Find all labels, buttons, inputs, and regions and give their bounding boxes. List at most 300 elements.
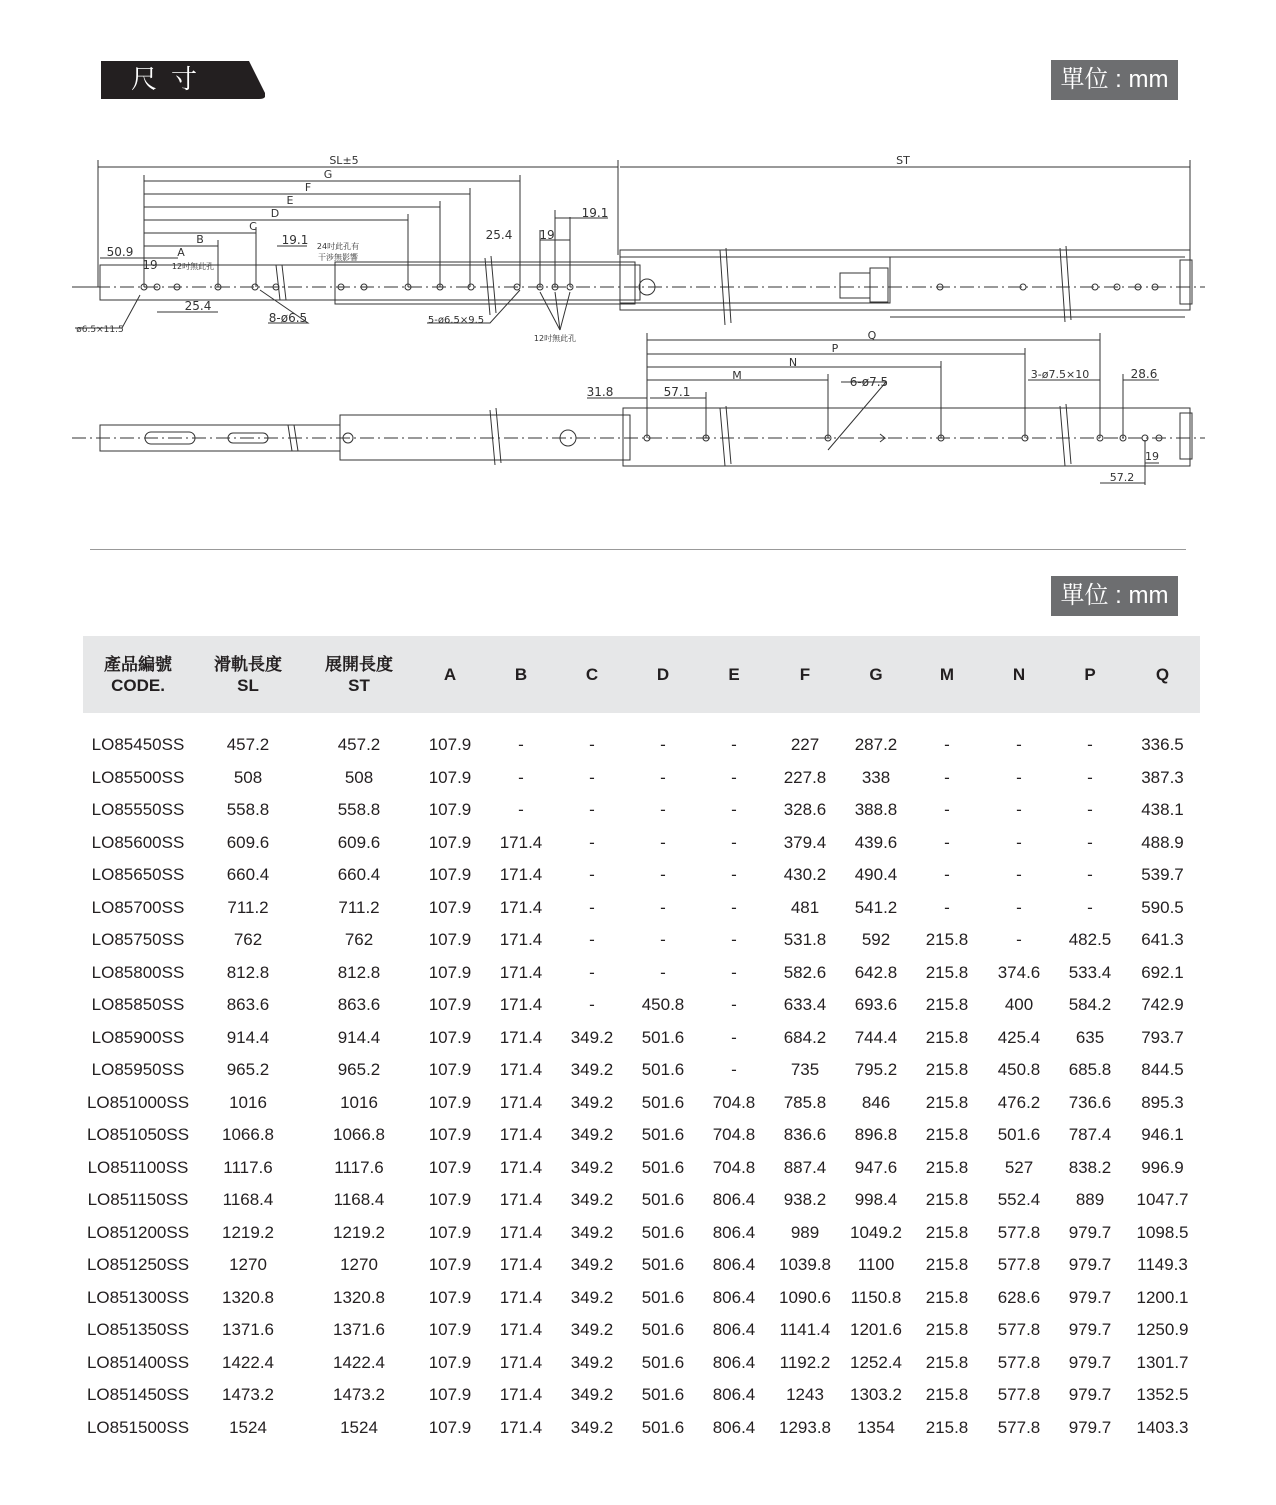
table-cell: 704.8 <box>712 1157 756 1177</box>
table-cell: 1117.6 <box>223 1157 273 1177</box>
table-cell: 107.9 <box>428 1255 472 1275</box>
table-row <box>83 924 1200 957</box>
table-cell: - <box>1087 767 1093 787</box>
table-cell: 501.6 <box>641 1027 685 1047</box>
product-code-cell: LO85500SS <box>91 767 185 787</box>
column-header-label: P <box>1084 665 1096 684</box>
product-code-cell: LO85850SS <box>91 995 185 1015</box>
table-cell: 979.7 <box>1068 1385 1112 1405</box>
table-row <box>83 1379 1200 1412</box>
table-cell: - <box>589 865 595 885</box>
dim-19-1-a: 19.1 <box>281 233 309 247</box>
table-cell: 501.6 <box>641 1287 685 1307</box>
column-header <box>193 636 303 713</box>
table-cell: 692.1 <box>1141 962 1184 982</box>
table-cell: 488.9 <box>1141 832 1184 852</box>
table-row <box>83 1249 1200 1282</box>
dim-SL: SL±5 <box>329 154 359 167</box>
table-cell: 501.6 <box>641 1255 685 1275</box>
table-cell: 501.6 <box>641 1157 685 1177</box>
table-row <box>83 762 1200 795</box>
table-cell: 795.2 <box>854 1060 898 1080</box>
table-cell: 171.4 <box>499 832 543 852</box>
table-cell: 762 <box>233 930 263 950</box>
table-cell: 501.6 <box>641 1190 685 1210</box>
table-cell: 215.8 <box>925 1385 969 1405</box>
table-cell: 558.8 <box>337 800 381 820</box>
table-cell: - <box>660 735 666 755</box>
table-cell: - <box>660 865 666 885</box>
table-cell: 642.8 <box>854 962 898 982</box>
table-cell: 1524 <box>229 1417 267 1437</box>
column-header <box>303 636 415 713</box>
table-cell: 1352.5 <box>1136 1385 1189 1405</box>
product-code-cell: LO851100SS <box>87 1157 189 1177</box>
dim-19-b: 19 <box>539 228 555 242</box>
dim-G: G <box>323 168 333 181</box>
table-cell: 450.8 <box>997 1060 1041 1080</box>
table-cell: 215.8 <box>925 1027 969 1047</box>
table-cell: 711.2 <box>338 897 380 917</box>
table-cell: - <box>731 995 737 1015</box>
dim-C: C <box>249 220 257 233</box>
table-cell: 1049.2 <box>850 1222 902 1242</box>
table-cell: 996.9 <box>1141 1157 1184 1177</box>
product-code-cell: LO851000SS <box>86 1092 190 1112</box>
table-cell: 171.4 <box>499 1092 543 1112</box>
table-cell: 979.7 <box>1068 1417 1112 1437</box>
table-cell: 979.7 <box>1068 1222 1112 1242</box>
table-cell: 107.9 <box>428 1320 472 1340</box>
dim-F: F <box>304 181 312 194</box>
table-cell: 349.2 <box>570 1417 614 1437</box>
table-cell: 107.9 <box>428 832 472 852</box>
table-row <box>83 1152 1200 1185</box>
column-header-label: 展開長度 <box>325 654 393 674</box>
table-cell: - <box>1087 800 1093 820</box>
table-cell: 806.4 <box>712 1320 756 1340</box>
column-header <box>557 636 627 713</box>
table-cell: 1066.8 <box>222 1125 274 1145</box>
table-cell: 107.9 <box>428 962 472 982</box>
table-cell: 171.4 <box>499 995 543 1015</box>
table-cell: 501.6 <box>641 1060 685 1080</box>
table-cell: 107.9 <box>428 1417 472 1437</box>
table-cell: 1168.4 <box>333 1190 385 1210</box>
table-cell: 215.8 <box>925 1125 969 1145</box>
table-cell: 1150.8 <box>850 1287 902 1307</box>
table-cell: 171.4 <box>499 1320 543 1340</box>
table-row <box>83 1282 1200 1315</box>
table-cell: - <box>944 897 950 917</box>
product-code-cell: LO85600SS <box>91 832 185 852</box>
table-cell: 438.1 <box>1141 800 1184 820</box>
table-cell: - <box>589 832 595 852</box>
table-cell: 501.6 <box>641 1222 685 1242</box>
column-header <box>415 636 485 713</box>
table-cell: 171.4 <box>499 1287 543 1307</box>
product-code-cell: LO85550SS <box>91 800 185 820</box>
table-cell: 895.3 <box>1141 1092 1184 1112</box>
unit-badge-drawing: 單位 : mm <box>1051 60 1178 100</box>
table-cell: 844.5 <box>1141 1060 1184 1080</box>
table-cell: 349.2 <box>570 1027 614 1047</box>
dim-19-1-b: 19.1 <box>581 206 609 220</box>
table-cell: - <box>589 800 595 820</box>
product-code-cell: LO85700SS <box>91 897 185 917</box>
table-cell: 965.2 <box>337 1060 381 1080</box>
table-cell: - <box>1016 930 1022 950</box>
table-cell: 501.6 <box>641 1417 685 1437</box>
table-cell: 171.4 <box>499 1190 543 1210</box>
table-cell: 527 <box>1004 1157 1034 1177</box>
table-cell: 215.8 <box>925 1060 969 1080</box>
table-cell: 1270 <box>229 1255 267 1275</box>
table-cell: - <box>660 832 666 852</box>
table-cell: 349.2 <box>570 1287 614 1307</box>
table-cell: 965.2 <box>226 1060 270 1080</box>
table-cell: 735 <box>790 1060 820 1080</box>
dim-Q: Q <box>867 329 877 342</box>
dim-19-c: 19 <box>1145 450 1159 463</box>
table-cell: 1403.3 <box>1136 1417 1189 1437</box>
table-cell: 425.4 <box>997 1027 1041 1047</box>
table-cell: 107.9 <box>428 995 472 1015</box>
table-cell: 349.2 <box>570 1125 614 1145</box>
table-cell: 1473.2 <box>333 1385 385 1405</box>
table-cell: 387.3 <box>1141 767 1184 787</box>
column-header <box>83 636 193 713</box>
table-cell: - <box>589 930 595 950</box>
section-title: 尺寸 <box>131 65 212 95</box>
table-cell: - <box>660 897 666 917</box>
table-row <box>83 989 1200 1022</box>
hole-spec-4: 3-ø7.5×10 <box>1030 368 1090 381</box>
table-cell: 1354 <box>857 1417 895 1437</box>
table-cell: 171.4 <box>499 865 543 885</box>
table-cell: 806.4 <box>712 1190 756 1210</box>
dim-57-1: 57.1 <box>663 385 691 399</box>
table-cell: 171.4 <box>499 1125 543 1145</box>
table-cell: 1250.9 <box>1136 1320 1189 1340</box>
table-cell: 711.2 <box>227 897 269 917</box>
column-header-label: D <box>656 665 670 684</box>
dim-ST: ST <box>896 154 910 167</box>
table-cell: 641.3 <box>1141 930 1184 950</box>
table-cell: 539.7 <box>1141 865 1184 885</box>
table-cell: 107.9 <box>428 735 472 755</box>
table-cell: 938.2 <box>783 1190 827 1210</box>
table-row <box>83 1119 1200 1152</box>
table-cell: 1200.1 <box>1136 1287 1189 1307</box>
table-cell: 785.8 <box>783 1092 827 1112</box>
dim-N: N <box>788 356 798 369</box>
table-cell: 1016 <box>229 1092 267 1112</box>
column-header <box>485 636 557 713</box>
table-cell: 349.2 <box>570 1092 614 1112</box>
table-cell: - <box>589 897 595 917</box>
unit-badge-table: 單位 : mm <box>1051 576 1178 616</box>
table-cell: - <box>731 800 737 820</box>
table-cell: 1039.8 <box>779 1255 831 1275</box>
table-cell: 107.9 <box>428 800 472 820</box>
hole-spec-2: 8-ø6.5 <box>268 311 308 325</box>
table-cell: 349.2 <box>570 1222 614 1242</box>
table-cell: 1371.6 <box>222 1320 274 1340</box>
table-cell: - <box>518 735 524 755</box>
table-cell: 1016 <box>340 1092 378 1112</box>
column-header <box>627 636 699 713</box>
table-cell: 1090.6 <box>779 1287 831 1307</box>
product-code-cell: LO85950SS <box>91 1060 185 1080</box>
dim-A: A <box>177 246 185 259</box>
table-cell: 1303.2 <box>850 1385 902 1405</box>
column-header <box>699 636 769 713</box>
table-cell: 450.8 <box>641 995 685 1015</box>
table-cell: - <box>589 995 595 1015</box>
hole-spec-5: 6-ø7.5 <box>849 375 889 389</box>
table-cell: 812.8 <box>226 962 270 982</box>
table-cell: 107.9 <box>428 1157 472 1177</box>
table-cell: 481 <box>790 897 820 917</box>
table-cell: - <box>1016 865 1022 885</box>
dim-25-4-a: 25.4 <box>485 228 513 242</box>
table-cell: 979.7 <box>1068 1352 1112 1372</box>
table-cell: 914.4 <box>337 1027 381 1047</box>
column-header <box>841 636 911 713</box>
table-cell: 171.4 <box>499 1255 543 1275</box>
table-cell: - <box>731 1060 737 1080</box>
table-cell: 577.8 <box>997 1417 1041 1437</box>
table-cell: 736.6 <box>1068 1092 1112 1112</box>
table-cell: 171.4 <box>499 1352 543 1372</box>
table-row <box>83 1054 1200 1087</box>
table-row <box>83 1412 1200 1445</box>
table-cell: 107.9 <box>428 1125 472 1145</box>
table-cell: - <box>731 832 737 852</box>
table-cell: 215.8 <box>925 930 969 950</box>
table-cell: - <box>944 767 950 787</box>
table-cell: 171.4 <box>499 962 543 982</box>
table-cell: 171.4 <box>499 1060 543 1080</box>
table-cell: 590.5 <box>1141 897 1184 917</box>
table-cell: 107.9 <box>428 1352 472 1372</box>
column-header <box>1055 636 1125 713</box>
table-cell: - <box>1016 800 1022 820</box>
table-cell: 558.8 <box>226 800 270 820</box>
table-cell: 171.4 <box>499 897 543 917</box>
column-header-label: 滑軌長度 <box>214 654 282 674</box>
table-cell: 215.8 <box>925 1417 969 1437</box>
table-cell: - <box>660 767 666 787</box>
hole-spec-1: ø6.5×11.5 <box>76 325 124 335</box>
product-code-cell: LO85800SS <box>91 962 185 982</box>
table-cell: 349.2 <box>570 1190 614 1210</box>
table-cell: 1066.8 <box>333 1125 385 1145</box>
table-cell: 171.4 <box>499 1027 543 1047</box>
table-cell: 887.4 <box>783 1157 827 1177</box>
table-cell: 533.4 <box>1068 962 1112 982</box>
product-code-cell: LO851300SS <box>86 1287 190 1307</box>
table-cell: 501.6 <box>641 1320 685 1340</box>
table-cell: 609.6 <box>337 832 381 852</box>
table-cell: 501.6 <box>641 1092 685 1112</box>
table-cell: 107.9 <box>428 1287 472 1307</box>
table-cell: 1293.8 <box>779 1417 831 1437</box>
product-code-cell: LO85900SS <box>91 1027 185 1047</box>
table-cell: 684.2 <box>783 1027 827 1047</box>
table-cell: 107.9 <box>428 767 472 787</box>
table-cell: 107.9 <box>428 865 472 885</box>
table-cell: - <box>518 767 524 787</box>
column-header <box>911 636 983 713</box>
dim-M: M <box>732 369 742 382</box>
table-cell: 215.8 <box>925 1352 969 1372</box>
table-cell: 1219.2 <box>222 1222 274 1242</box>
table-cell: 592 <box>861 930 891 950</box>
product-code-cell: LO85450SS <box>91 735 185 755</box>
table-cell: 577.8 <box>997 1352 1041 1372</box>
table-cell: 107.9 <box>428 1190 472 1210</box>
column-header-label: A <box>443 665 457 684</box>
table-cell: 215.8 <box>925 995 969 1015</box>
table-cell: 863.6 <box>337 995 381 1015</box>
table-cell: 349.2 <box>570 1385 614 1405</box>
table-body <box>83 729 1200 1444</box>
dim-E: E <box>286 194 294 207</box>
table-cell: 1473.2 <box>222 1385 274 1405</box>
table-row <box>83 1087 1200 1120</box>
table-cell: 336.5 <box>1141 735 1184 755</box>
table-cell: 660.4 <box>337 865 381 885</box>
table-row <box>83 1022 1200 1055</box>
table-cell: 215.8 <box>925 1157 969 1177</box>
column-header-label: F <box>799 665 811 684</box>
table-cell: 552.4 <box>997 1190 1041 1210</box>
table-cell: 793.7 <box>1141 1027 1184 1047</box>
table-cell: 439.6 <box>854 832 898 852</box>
table-cell: 1117.6 <box>334 1157 384 1177</box>
column-header-label: C <box>585 665 599 684</box>
table-cell: 215.8 <box>925 1222 969 1242</box>
table-cell: 846 <box>861 1092 891 1112</box>
product-code-cell: LO851200SS <box>86 1222 190 1242</box>
column-header-label: G <box>869 665 883 684</box>
table-cell: 635 <box>1075 1027 1105 1047</box>
column-header <box>983 636 1055 713</box>
table-cell: - <box>660 962 666 982</box>
table-cell: 946.1 <box>1141 1125 1184 1145</box>
column-header-label: Q <box>1155 665 1170 684</box>
table-cell: 979.7 <box>1068 1255 1112 1275</box>
table-cell: 388.8 <box>854 800 898 820</box>
dim-57-2: 57.2 <box>1109 471 1135 484</box>
table-cell: 742.9 <box>1141 995 1184 1015</box>
note-12in-b: 12吋無此孔 <box>533 334 577 343</box>
table-cell: 171.4 <box>499 1417 543 1437</box>
table-cell: 1141.4 <box>779 1320 831 1340</box>
table-cell: 989 <box>790 1222 820 1242</box>
table-cell: 806.4 <box>712 1385 756 1405</box>
table-cell: 1301.7 <box>1136 1352 1189 1372</box>
table-cell: 1168.4 <box>222 1190 274 1210</box>
table-cell: 838.2 <box>1068 1157 1112 1177</box>
table-cell: 227 <box>790 735 820 755</box>
table-cell: - <box>1087 832 1093 852</box>
table-cell: 501.6 <box>641 1385 685 1405</box>
table-cell: - <box>731 1027 737 1047</box>
table-cell: 215.8 <box>925 1255 969 1275</box>
table-cell: 577.8 <box>997 1255 1041 1275</box>
table-cell: - <box>1087 897 1093 917</box>
table-cell: 979.7 <box>1068 1320 1112 1340</box>
table-cell: 349.2 <box>570 1320 614 1340</box>
dim-28-6: 28.6 <box>1130 367 1158 381</box>
table-cell: 430.2 <box>783 865 827 885</box>
table-cell: - <box>944 800 950 820</box>
spec-table <box>83 636 1200 1444</box>
table-cell: - <box>1016 832 1022 852</box>
table-cell: 107.9 <box>428 1092 472 1112</box>
table-cell: 107.9 <box>428 897 472 917</box>
product-code-cell: LO85750SS <box>91 930 185 950</box>
table-cell: - <box>1087 865 1093 885</box>
note-24in: 24吋此孔有 <box>316 242 360 251</box>
product-code-cell: LO851400SS <box>86 1352 190 1372</box>
product-code-cell: LO851450SS <box>86 1385 190 1405</box>
dim-19-a: 19 <box>142 258 158 272</box>
table-cell: 577.8 <box>997 1320 1041 1340</box>
table-cell: 1320.8 <box>222 1287 274 1307</box>
table-cell: 107.9 <box>428 1060 472 1080</box>
table-row <box>83 1217 1200 1250</box>
column-header <box>1125 636 1200 713</box>
table-cell: 107.9 <box>428 1385 472 1405</box>
table-cell: 349.2 <box>570 1157 614 1177</box>
table-cell: 836.6 <box>783 1125 827 1145</box>
table-cell: 1100 <box>857 1255 895 1275</box>
table-cell: 806.4 <box>712 1417 756 1437</box>
table-cell: - <box>944 832 950 852</box>
table-cell: 349.2 <box>570 1255 614 1275</box>
table-cell: 1270 <box>340 1255 378 1275</box>
table-cell: - <box>1087 735 1093 755</box>
table-cell: 107.9 <box>428 930 472 950</box>
table-row <box>83 729 1200 762</box>
table-cell: 107.9 <box>428 1027 472 1047</box>
column-header <box>769 636 841 713</box>
table-cell: 476.2 <box>997 1092 1041 1112</box>
table-cell: 582.6 <box>783 962 827 982</box>
column-header-sublabel: ST <box>348 675 370 695</box>
table-cell: 979.7 <box>1068 1287 1112 1307</box>
table-cell: 1192.2 <box>779 1352 831 1372</box>
table-cell: 508 <box>344 767 374 787</box>
hole-spec-3: 5-ø6.5×9.5 <box>427 315 485 326</box>
table-cell: 947.6 <box>854 1157 898 1177</box>
table-cell: - <box>1016 897 1022 917</box>
table-cell: 812.8 <box>337 962 381 982</box>
section-divider <box>90 549 1186 550</box>
dim-25-4-b: 25.4 <box>184 299 212 313</box>
table-cell: 338 <box>861 767 891 787</box>
table-cell: 660.4 <box>226 865 270 885</box>
table-cell: - <box>589 962 595 982</box>
table-row <box>83 1184 1200 1217</box>
table-cell: - <box>731 767 737 787</box>
table-cell: - <box>518 800 524 820</box>
table-cell: 1422.4 <box>333 1352 385 1372</box>
